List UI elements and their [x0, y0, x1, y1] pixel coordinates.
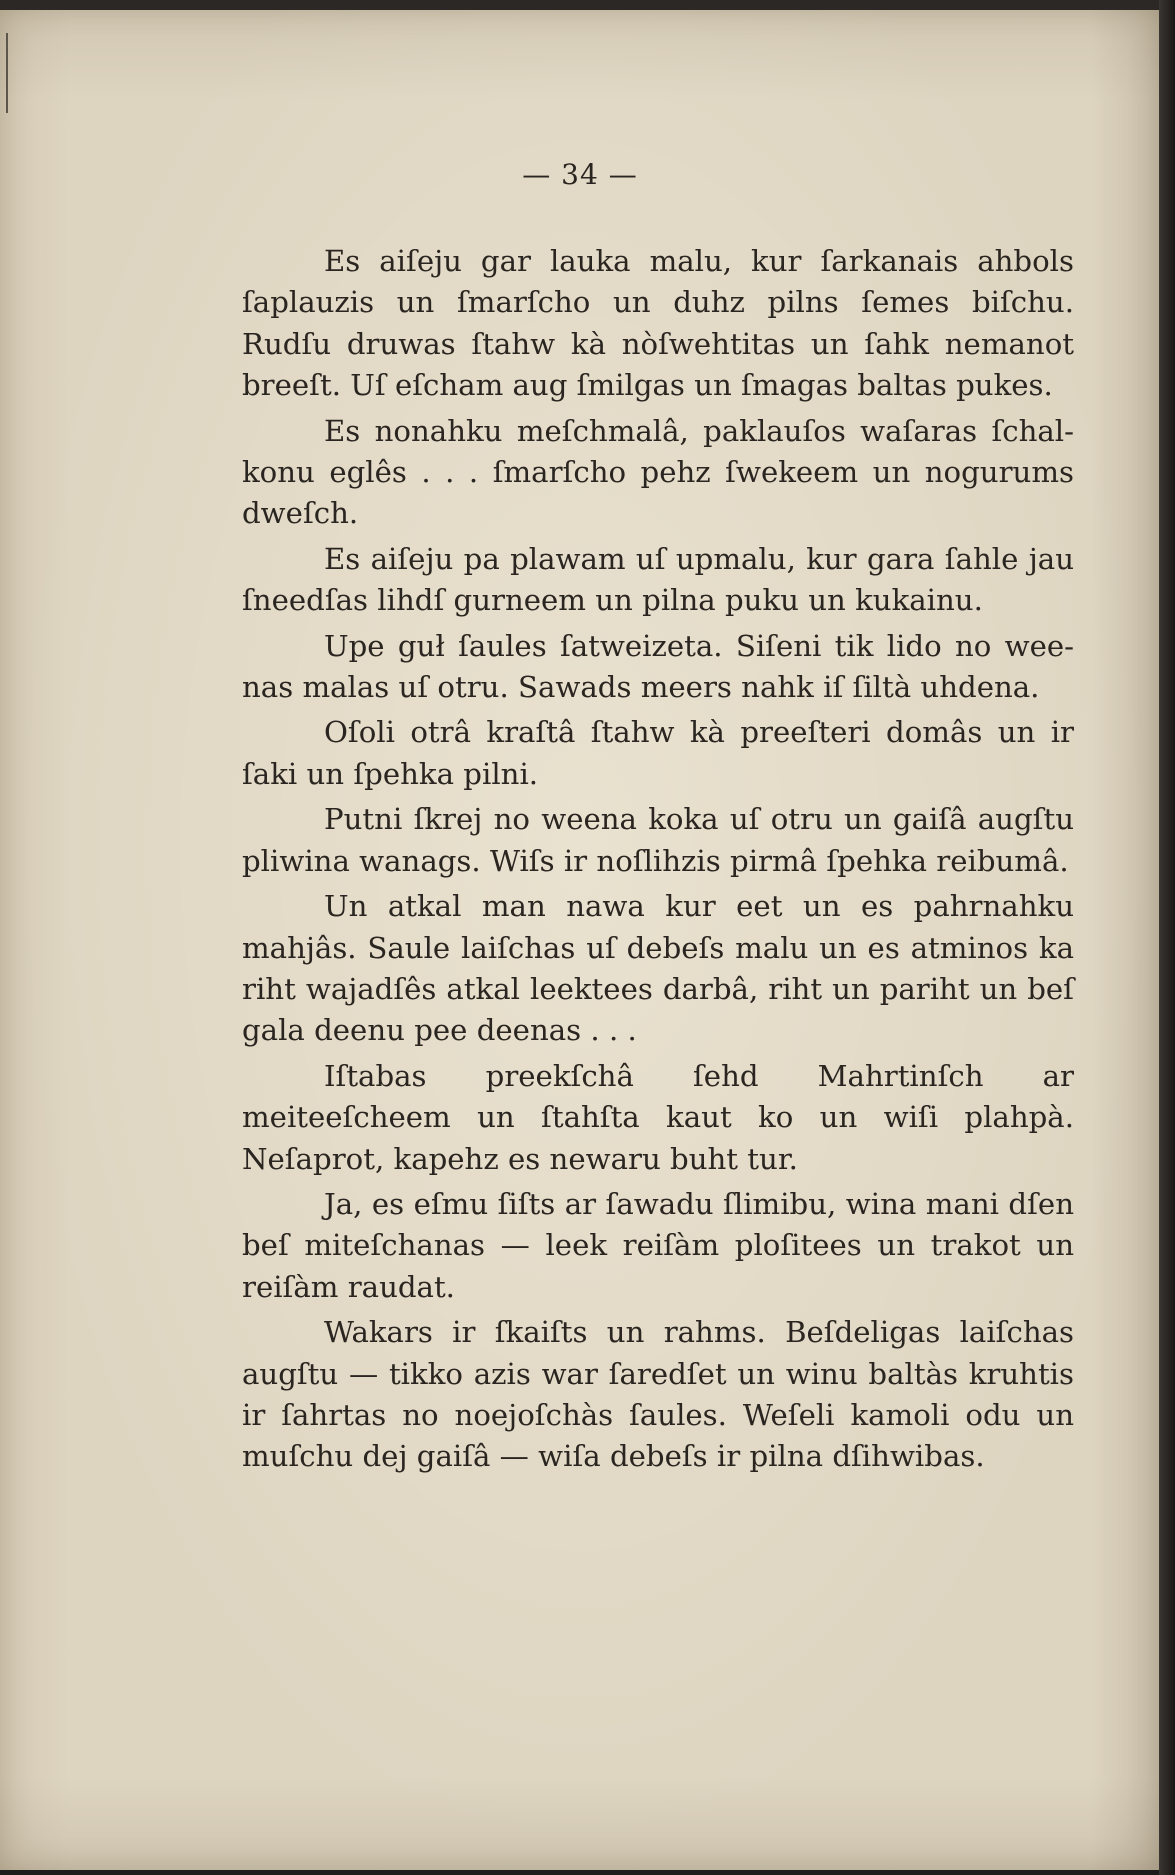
paragraph: Es aiſeju pa plawam uſ upmalu, kur gara ſahle jau ſneedſas lihdſ gurneem un pilna puku un kukainu. [242, 541, 1074, 618]
paragraph: Es nonahku meſchmalâ, paklauſos waſaras ſchal- konu eglês . . . ſmarſcho pehz ſwekeem un nogurums dweſch. [242, 413, 1074, 531]
paragraph: Ja, es eſmu ſiſts ar ſawadu ſlimibu, wina mani dſen beſ miteſchanas — leek reiſàm ploſitees un trakot un reiſàm raudat. [242, 1186, 1074, 1304]
paragraph: Un atkal man nawa kur eet un es pahrnahku mahjâs. Saule laiſchas uſ debeſs malu un es atminos ka riht wajadſês atkal leektees darbâ, riht un pariht un beſ gala deenu pee deenas . . . [242, 889, 1074, 1048]
paragraph: Putni ſkrej no weena koka uſ otru un gaiſâ augſtu pliwina wanags. Wiſs ir noſlihzis pirmâ ſpehka reibumâ. [242, 802, 1074, 878]
paragraph: Iſtabas preekſchâ ſehd Mahrtinſch ar meiteeſcheem un ſtahſta kaut ko un wiſi plahpà. Neſaprot, kapehz es newaru buht tur. [242, 1058, 1074, 1176]
paragraph: Es aiſeju gar lauka malu, kur ſarkanais ahbols ſaplauzis un ſmarſcho un duhz pilns ſemes biſchu. Rudſu druwas ſtahw kà nòſwehtitas un ſahk nemanot breeſt. Uſ eſcham aug ſmilgas un ſmagas baltas pukes. [242, 244, 1074, 403]
top-edge [0, 0, 1175, 10]
body-text [242, 241, 1074, 1478]
paragraph: Wakars ir ſkaiſts un rahms. Beſdeligas laiſchas augſtu — tikko azis war ſaredſet un winu baltàs kruhtis ir ſahrtas no noejoſchàs ſaules. Weſeli kamoli odu un muſchu dej gaiſâ — wiſa debeſs ir pilna dſihwibas. [242, 1315, 1074, 1474]
paragraph: Upe guł ſaules ſatweizeta. Siſeni tik lido no wee- nas malas uſ otru. Sawads meers nahk iſ ſiltà uhdena. [242, 628, 1074, 705]
book-page [0, 8, 1160, 1870]
page-edge-mark [6, 33, 8, 113]
page-number: — 34 — [522, 158, 638, 191]
paragraph: Oſoli otrâ kraſtâ ſtahw kà preeſteri domâs un ir ſaki un ſpehka pilni. [242, 715, 1074, 791]
spine-shadow [1159, 0, 1175, 1875]
